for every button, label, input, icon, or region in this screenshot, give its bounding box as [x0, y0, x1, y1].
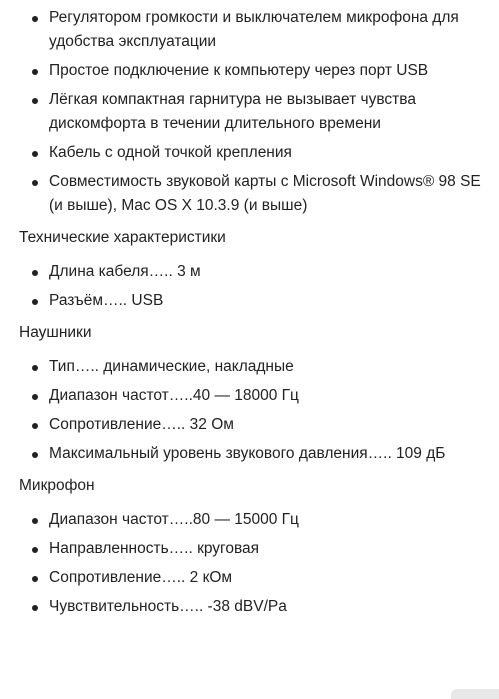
microphone-spec-list: [0, 508, 499, 619]
spec-item-frequency-range: Диапазон частот…..40 — 18000 Гц: [0, 384, 499, 408]
feature-item: Кабель с одной точкой крепления: [0, 141, 499, 165]
feature-item: Регулятором громкости и выключателем микрофона для удобства эксплуатации: [0, 6, 499, 54]
feature-item: Простое подключение к компьютеру через порт USB: [0, 59, 499, 83]
spec-item-type: Тип….. динамические, накладные: [0, 355, 499, 379]
spec-item-sensitivity: Чувствительность….. -38 dBV/Pa: [0, 595, 499, 619]
features-list: [0, 6, 499, 218]
spec-item-directivity: Направленность….. круговая: [0, 537, 499, 561]
spec-item-cable-length: Длина кабеля….. 3 м: [0, 260, 499, 284]
spec-item-connector: Разъём….. USB: [0, 289, 499, 313]
spec-item-impedance: Сопротивление….. 32 Ом: [0, 413, 499, 437]
headphones-spec-list: [0, 355, 499, 466]
feature-item: Лёгкая компактная гарнитура не вызывает чувства дискомфорта в течении длительного времени: [0, 88, 499, 136]
section-title-headphones: Наушники: [19, 324, 92, 341]
scroll-edge-indicator: [451, 689, 499, 699]
spec-item-mic-frequency-range: Диапазон частот…..80 — 15000 Гц: [0, 508, 499, 532]
spec-item-mic-impedance: Сопротивление….. 2 кОм: [0, 566, 499, 590]
tech-spec-list: [0, 260, 499, 313]
spec-item-max-spl: Максимальный уровень звукового давления….. 109 дБ: [0, 442, 499, 466]
section-title-tech: Технические характеристики: [19, 229, 226, 246]
section-title-microphone: Микрофон: [19, 477, 95, 494]
feature-item: Совместимость звуковой карты с Microsoft Windows® 98 SE (и выше), Mac OS X 10.3.9 (и выше): [0, 170, 499, 218]
